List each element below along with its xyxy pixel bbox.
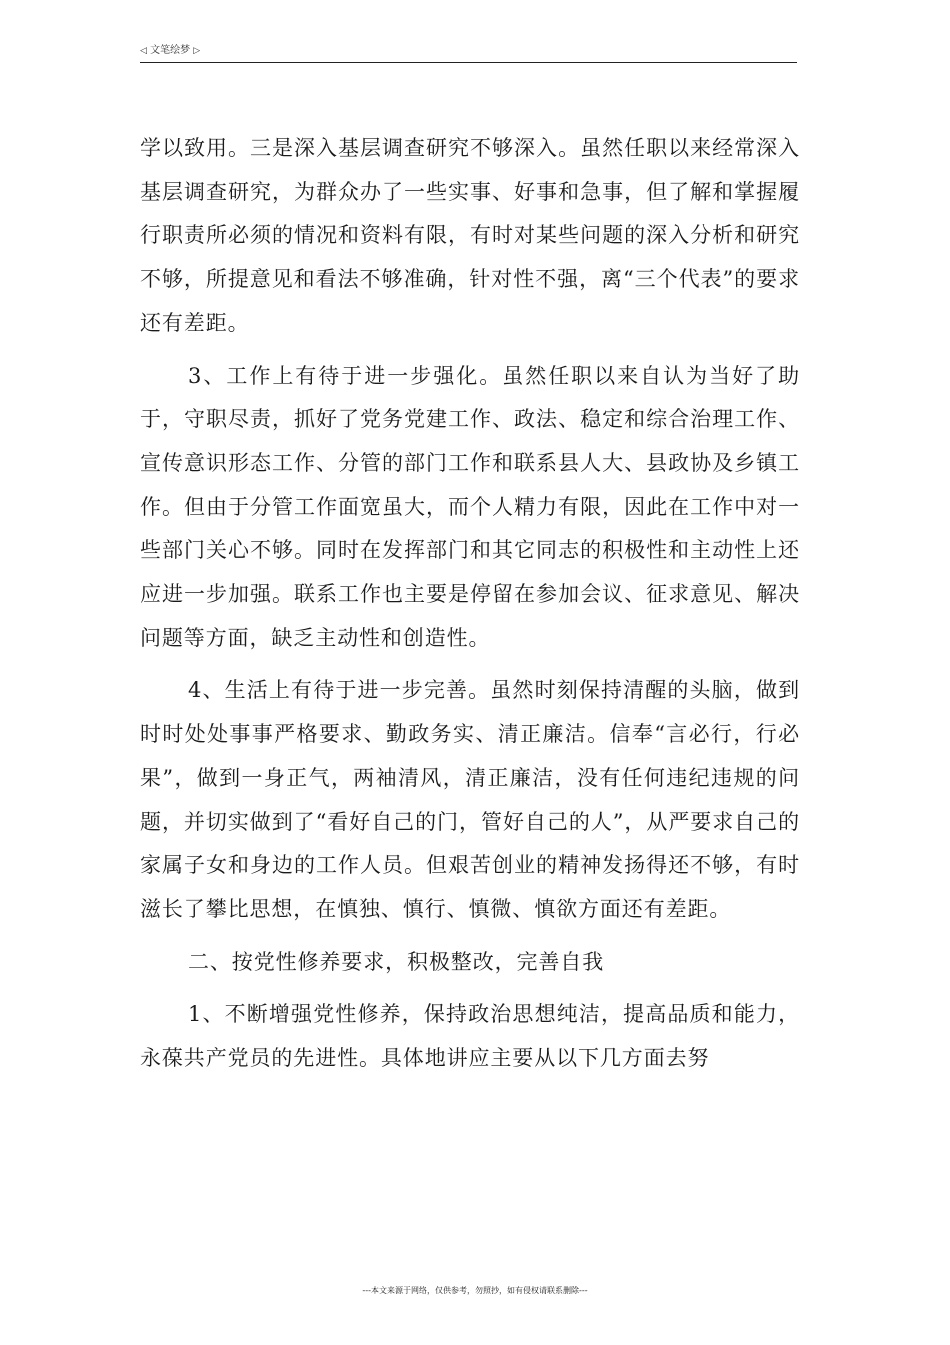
document-body xyxy=(140,127,800,1081)
footer-disclaimer: ---本文来源于网络，仅供参考，勿照抄，如有侵权请联系删除--- xyxy=(362,1286,588,1295)
paragraph-continuation: 学以致用。三是深入基层调查研究不够深入。虽然任职以来经常深入基层调查研究，为群众办了一些实事、好事和急事，但了解和掌握履行职责所必须的情况和资料有限，有时对某些问题的深入分析和研究不够，所提意见和看法不够准确，针对性不强，离“三个代表”的要求还有差距。 xyxy=(140,136,800,335)
paragraph-life: 4、生活上有待于进一步完善。虽然时刻保持清醒的头脑，做到时时处处事事严格要求、勤政务实、清正廉洁。信奉“言必行，行必果”，做到一身正气，两袖清风，清正廉洁，没有任何违纪违规的问题，并切实做到了“看好自己的门，管好自己的人”，从严要求自己的家属子女和身边的工作人员。但艰苦创业的精神发扬得还不够，有时滋长了攀比思想，在慎独、慎行、慎微、慎欲方面还有差距。 xyxy=(140,678,800,921)
section-heading: 二、按党性修养要求，积极整改，完善自我 xyxy=(188,949,605,974)
header-title: 文笔绘梦 xyxy=(150,45,191,56)
left-triangle-icon: ◁ xyxy=(140,46,147,56)
page-header xyxy=(140,44,797,63)
paragraph-party-spirit: 1、不断增强党性修养，保持政治思想纯洁，提高品质和能力，永葆共产党员的先进性。具体地讲应主要从以下几方面去努 xyxy=(140,1002,800,1071)
right-triangle-icon: ▷ xyxy=(193,46,201,56)
paragraph-work: 3、工作上有待于进一步强化。虽然任职以来自认为当好了助于，守职尽责，抓好了党务党建工作、政法、稳定和综合治理工作、宣传意识形态工作、分管的部门工作和联系县人大、县政协及乡镇工作。但由于分管工作面宽虽大，而个人精力有限，因此在工作中对一些部门关心不够。同时在发挥部门和其它同志的积极性和主动性上还应进一步加强。联系工作也主要是停留在参加会议、征求意见、解决问题等方面，缺乏主动性和创造性。 xyxy=(140,363,800,650)
